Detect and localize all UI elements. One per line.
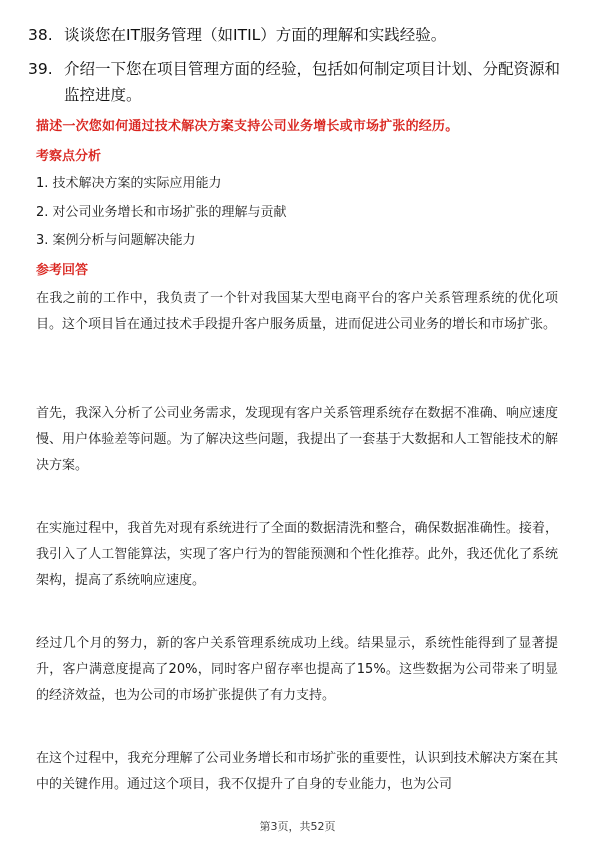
question-number: 39. [28, 60, 53, 78]
analysis-heading: 考察点分析 [36, 149, 102, 164]
answer-paragraph: 在这个过程中，我充分理解了公司业务增长和市场扩张的重要性，认识到技术解决方案在其中的关键作用。通过这个项目，我不仅提升了自身的专业能力，也为公司 [36, 751, 558, 792]
analysis-point: 2. 对公司业务增长和市场扩张的理解与贡献 [36, 205, 287, 220]
answer-paragraph: 经过几个月的努力，新的客户关系管理系统成功上线。结果显示，系统性能得到了显著提升，客户满意度提高了20%，同时客户留存率也提高了15%。这些数据为公司带来了明显的经济效益，也为公司的市场扩张提供了有力支持。 [36, 636, 558, 703]
answer-paragraph: 在我之前的工作中，我负责了一个针对我国某大型电商平台的客户关系管理系统的优化项目。这个项目旨在通过技术手段提升客户服务质量，进而促进公司业务的增长和市场扩张。 [36, 291, 558, 332]
question-text: 谈谈您在IT服务管理（如ITIL）方面的理解和实践经验。 [64, 26, 447, 44]
analysis-point: 1. 技术解决方案的实际应用能力 [36, 176, 222, 191]
analysis-point: 3. 案例分析与问题解决能力 [36, 233, 196, 248]
answer-paragraph: 首先，我深入分析了公司业务需求，发现现有客户关系管理系统存在数据不准确、响应速度慢、用户体验差等问题。为了解决这些问题，我提出了一套基于大数据和人工智能技术的解决方案。 [36, 406, 558, 473]
answer-paragraph: 在实施过程中，我首先对现有系统进行了全面的数据清洗和整合，确保数据准确性。接着，我引入了人工智能算法，实现了客户行为的智能预测和个性化推荐。此外，我还优化了系统架构，提高了系统响应速度。 [36, 521, 558, 588]
answer-heading: 参考回答 [36, 263, 89, 278]
question-number: 38. [28, 26, 53, 44]
question-39 [28, 56, 568, 108]
question-38 [28, 22, 568, 48]
highlight-question: 描述一次您如何通过技术解决方案支持公司业务增长或市场扩张的经历。 [36, 119, 459, 134]
page-number: 第3页，共52页 [259, 820, 336, 833]
question-text: 介绍一下您在项目管理方面的经验，包括如何制定项目计划、分配资源和监控进度。 [64, 60, 561, 104]
